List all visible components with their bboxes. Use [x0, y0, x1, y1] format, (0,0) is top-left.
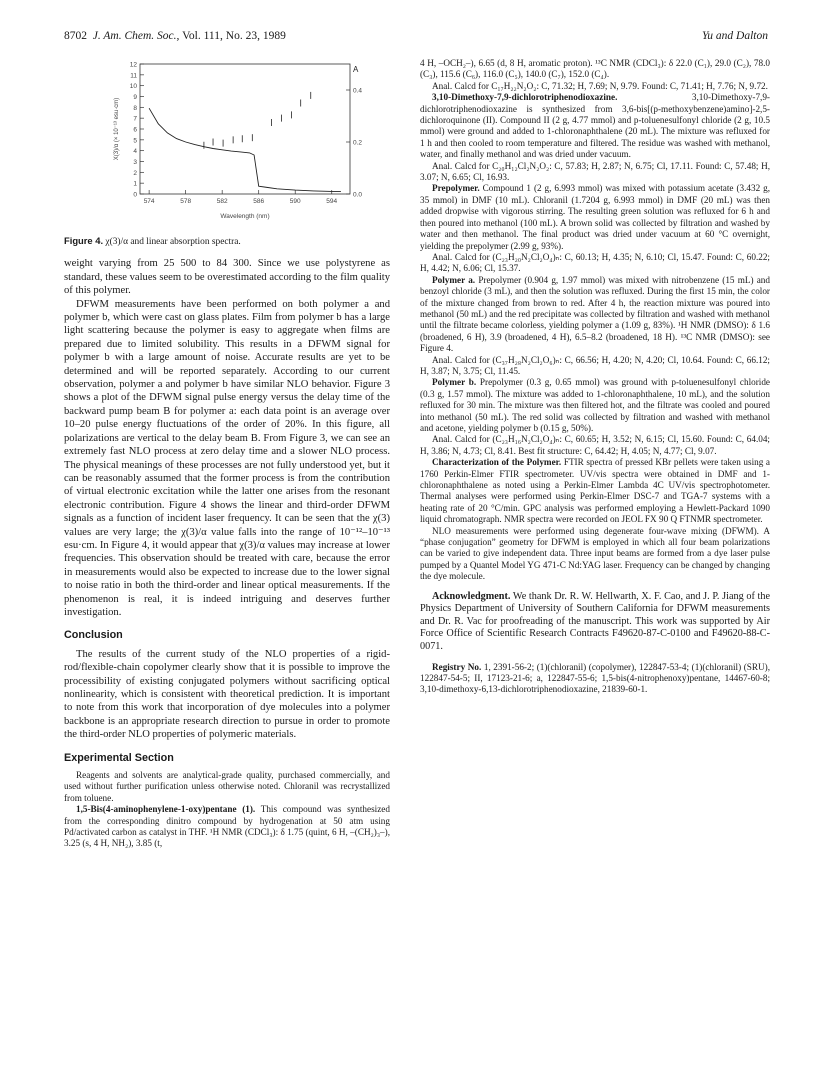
journal-volume: Vol. 111, No. 23, 1989 — [182, 30, 286, 42]
runin-title: Polymer a. — [432, 274, 476, 285]
y-tick-label: 0 — [133, 191, 137, 199]
paragraph — [64, 804, 390, 850]
paragraph-body: FTIR spectra of pressed KBr pellets were taken using a 1760 Perkin-Elmer FTIR spectrometer. UV/vis spectra were obtained in DMF and 1-chloronaphthalene as noted using a Perkin-Elmer Lambda 4C UV/vis spectrophotometer. Thermal analyses were performed using Perkin-Elmer DSC-7 and TGA-7 systems with a heating rate of 20 °C/min. GPC analysis was performed employing a Hewlett-Packard 1090 liquid chromatograph. NMR spectra were recorded on JEOL FX 90 Q FTNMR spectrometer. — [420, 457, 771, 525]
paragraph: Anal. Calcd for C₁₇H₂₂N₂O₂: C, 71.32; H, 7.69; N, 9.79. Found: C, 71.41; H, 7.76; N, 9.72. — [432, 80, 768, 91]
journal-name: J. Am. Chem. Soc., — [92, 30, 180, 42]
paragraph: The results of the current study of the NLO properties of a rigid-rod/flexible-chain copolymer clearly show that it is possible to improve the processibility of existing conjugated polymers without sacrificing optical nonlinearity, which is consistent with theoretical prediction. It is important to note from this work that incorporation of dye molecules into a polymer backbone is an appropriate research direction to pursue in order to promote the third-order NLO properties of polymeric materials. — [64, 648, 390, 741]
paragraph — [420, 377, 770, 434]
paragraph-body: Prepolymer (0.3 g, 0.65 mmol) was ground with p-toluenesulfonyl chloride (0.3 g, 1.57 mmol). The mixture was added to 1-chloronaphthalene, 10 mL), and the solution refluxed for 30 min. The mixture was then filtered hot, and the filtrate was cooled and poured into methanol (50 mL). The red solid was collected by filtration and washed with methanol and acetone, yielding polymer b (0.15 g, 50%). — [420, 377, 771, 433]
paragraph: NLO measurements were performed using degenerate four-wave mixing (DFWM). A “phase conjugation” geometry for DFWM is employed in which all four beam polarizations can be varied to give independent data. Three input beams are formed from a dye laser pulse pumped by a Quantel Model YG 471-C Nd:YAG laser. Frequency can be changed by changing the dye molecule. — [420, 525, 770, 582]
x-axis-label: Wavelength (nm) — [220, 213, 270, 220]
paragraph: Anal. Calcd for (C₃₇H₂₈N₂Cl₂O₆)ₙ: C, 66.56; H, 4.20; N, 4.20; Cl, 10.64. Found: C, 66.12; H, 3.87; N, 3.75; Cl, 11.45. — [420, 354, 770, 376]
header-left — [64, 30, 286, 42]
paragraph — [420, 92, 770, 160]
y-tick-label: 12 — [129, 61, 137, 69]
paragraph — [420, 183, 770, 251]
runin-title: Characterization of the Polymer. — [432, 457, 562, 468]
y-tick-label: 7 — [133, 115, 137, 123]
runin-title: Prepolymer. — [432, 183, 480, 194]
y-tick-label: 4 — [133, 148, 137, 156]
figure-caption — [64, 235, 390, 248]
figure-caption-text: χ(3)/α and linear absorption spectra. — [105, 237, 241, 247]
paragraph-body: 1, 2391-56-2; (1)(chloranil) (copolymer), 122847-53-4; (1)(chloranil) (SRU), 122847-54-5; II, 17123-21-6; a, 122847-55-6; 1,5-bis(4-nitrophenoxy)pentane, 14467-60-8; 3,10-dimethoxy-6,13-dichlorotriphenodioxazine, 21839-60-1. — [420, 661, 770, 695]
absorption-line — [149, 108, 341, 191]
runin-title: Polymer b. — [432, 377, 477, 388]
y-tick-label: 10 — [129, 83, 137, 91]
section-heading-experimental: Experimental Section — [64, 751, 174, 764]
y-tick-label: 9 — [133, 94, 137, 101]
left-axis-label: X(3)/α (× 10⁻¹³ esu·cm) — [114, 97, 120, 161]
page-number: 8702 — [64, 30, 87, 42]
section-heading-conclusion: Conclusion — [64, 629, 123, 642]
right-y-tick-label: 0.2 — [353, 139, 363, 147]
x-tick-label: 594 — [326, 198, 338, 205]
y-tick-label: 6 — [133, 126, 137, 134]
right-column — [420, 58, 770, 696]
x-tick-label: 574 — [143, 198, 155, 205]
paragraph: Anal. Calcd for C₂₀H₁₂Cl₂N₂O₂: C, 57.83; H, 2.87; N, 6.75; Cl, 17.11. Found: C, 57.48; H, 3.07; N, 6.65; Cl, 16.93. — [420, 160, 770, 183]
runin-title: 3,10-Dimethoxy-7,9-dichlorotriphenodioxazine. — [432, 92, 618, 103]
paragraph — [420, 457, 770, 525]
x-tick-label: 590 — [289, 198, 301, 205]
paragraph-body: Prepolymer (0.904 g, 1.97 mmol) was mixed with nitrobenzene (15 mL) and benzoyl chloride (3 mL), and then the solution was refluxed. During the first 15 min, the color of the mixture changed from brown to red. After 4 h, the reaction mixture was poured into methanol (50 mL) and the red precipitate was collected by filtration and washed with methanol until the filtrate became colorless, yielding polymer a (1.09 g, 83%). ¹H NMR (DMSO): δ 1.6 (broadened, 6 H), 3.9 (broadened, 4 H), 6.5–8.2 (broadened, 18 H). ¹³C NMR (DMSO): see Figure 4. — [420, 274, 770, 354]
runin-title: Registry No. — [432, 661, 482, 672]
chart-marks — [149, 92, 341, 191]
y-tick-label: 1 — [133, 180, 137, 188]
paragraph-body: We thank Dr. R. W. Hellwarth, X. F. Cao, and J. P. Jiang of the Physics Department of University of Southern California for DFWM measurements and Dr. R. Vac for proofreading of the manuscript. This work was supported by Air Force Office of Scientific Research Contracts F49620-87-C-0100 and F49620-88-C-0071. — [420, 590, 770, 653]
running-header — [64, 30, 768, 46]
runin-title: 1,5-Bis(4-aminophenylene-1-oxy)pentane (1). — [76, 804, 256, 815]
x-tick-label: 578 — [180, 198, 192, 205]
figure-4 — [64, 58, 390, 233]
figure-4-chart — [64, 58, 390, 233]
right-y-tick-label: 0.0 — [353, 191, 363, 199]
paragraph: weight varying from 25 500 to 84 300. Since we use polystyrene as standard, these values seem to be overestimated according to the film quality of this polymer. — [64, 258, 390, 297]
y-tick-label: 11 — [130, 72, 137, 80]
paragraph: Reagents and solvents are analytical-grade quality, purchased commercially, and used without further purification unless otherwise noted. Chloranil was recrystallized from toluene. — [64, 770, 390, 803]
x-tick-label: 582 — [216, 198, 228, 205]
paragraph: Anal. Calcd for (C₂₃H₁₆N₂Cl₂O₄)ₙ: C, 60.65; H, 3.52; N, 6.15; Cl, 15.60. Found: C, 64.04; H, 3.86; N, 4.73; Cl, 8.41. Best fit structure: C, 64.42; H, 4.05; N, 4.77; Cl, 9.07. — [420, 434, 770, 456]
header-authors: Yu and Dalton — [701, 30, 768, 42]
left-column — [64, 58, 390, 850]
right-axis-label: A — [353, 65, 359, 74]
paragraph — [420, 275, 770, 355]
y-tick-label: 3 — [133, 159, 137, 166]
paragraph: Anal. Calcd for (C₂₃H₂₀N₂Cl₂O₄)ₙ: C, 60.13; H, 4.35; N, 6.10; Cl, 15.47. Found: C, 60.22; H, 4.42; N, 6.06; Cl, 15.37. — [420, 251, 770, 274]
paragraph-body: 3,10-Dimethoxy-7,9-dichlorotriphenodioxazine is synthesized from 3,6-bis[(p-methoxybenzene)amino]-2,5-dichloroquinone (II). Compound II (2 g, 4.77 mmol) and p-toluenesulfonyl chloride (2 g, 10.5 mmol) were ground and added to 1-chloronaphthalene (20 mL). The mixture was refluxed for 1 h and then cooled to room temperature and filtered. The residue was washed with methanol, water, and finally methanol and was dried under vacuum. — [420, 92, 770, 160]
y-tick-label: 2 — [133, 169, 137, 177]
chart-axes — [114, 62, 362, 221]
y-tick-label: 8 — [133, 104, 137, 112]
y-tick-label: 5 — [133, 137, 137, 145]
paragraph-body: This compound was synthesized from the corresponding dinitro compound by hydrogenation at 50 atm using Pd/activated carbon as catalyst in THF. ¹H NMR (CDCl₃): δ 1.75 (quint, 6 H, –(CH₂)₃–), 3.25 (s, 4 H, NH₂), 3.85 (t, — [64, 804, 390, 849]
plot-frame — [140, 64, 350, 194]
runin-title: Acknowledgment. — [432, 590, 511, 602]
paragraph-body: Compound 1 (2 g, 6.993 mmol) was mixed with potassium acetate (3.432 g, 35 mmol) in DMF (10 mL). Chloranil (1.7204 g, 6.993 mmol) in DMF (20 mL) was then added dropwise with vigorous stirring. The resulting green solution was refluxed for 6 h and then poured into methanol (100 mL). A brown solid was collected by filtration and washed by water and then methanol. The final product was dried under vacuum at 60 °C overnight, yielding the prepolymer (2.99 g, 93%). — [420, 183, 771, 251]
body-text-left — [64, 257, 390, 765]
figure-caption-label: Figure 4. — [64, 235, 104, 246]
acknowledgment — [420, 591, 770, 654]
paragraph: 4 H, –OCH₂–), 6.65 (d, 8 H, aromatic proton). ¹³C NMR (CDCl₃): δ 22.0 (C₁), 29.0 (C₂), 78.0 (C₃), 115.6 (C₆), 116.0 (C₅), 140.0 (C₇), 152.0 (C₄). — [420, 58, 770, 80]
paragraph: DFWM measurements have been performed on both polymer a and polymer b, which were cast on glass plates. Film from polymer b has a large light scattering because the polymer is easy to aggregate when films are prepared due to limited solubility. This results in a DFWM signal for polymer b with a large amount of noise. Accurate results are yet to be determined and will be reported separately. According to our current observation, polymer a and polymer b have similar NLO behavior. Figure 3 shows a plot of the DFWM signal pulse energy versus the delay time of the backward pump beam B for polymer a: each data point is an average over 10–20 pulse energy fluctuations of the order of 20%. In this figure, all polarizations are vertical to the delay beam B. From Figure 3, we can see an extremely fast NLO process at zero delay time and a slower NLO process. The physical meanings of these processes are not fully understood yet, but it can be reasonably assumed that the former process is from the contribution of virtual electronic excitation while the latter one arises from the resonant electronic contribution. Figure 4 shows the linear and third-order DFWM signals as a function of incident laser frequency. It can be seen that the χ(3) values are very large; the χ(3)/α value falls into the range of 10⁻¹²–10⁻¹³ esu·cm. In Figure 4, it would appear that χ(3)/α values may increase at lower frequencies. This observation should be treated with care, because the error in measurements would also be expected to increase due to the lower signal to noise ratio in both the third-order and linear optical measurements. If the phenomenon is real, it is indeed intriguing and deserves further investigation. — [64, 298, 390, 618]
registry-numbers — [420, 662, 770, 696]
right-y-tick-label: 0.4 — [353, 87, 363, 95]
x-tick-label: 586 — [253, 198, 265, 205]
